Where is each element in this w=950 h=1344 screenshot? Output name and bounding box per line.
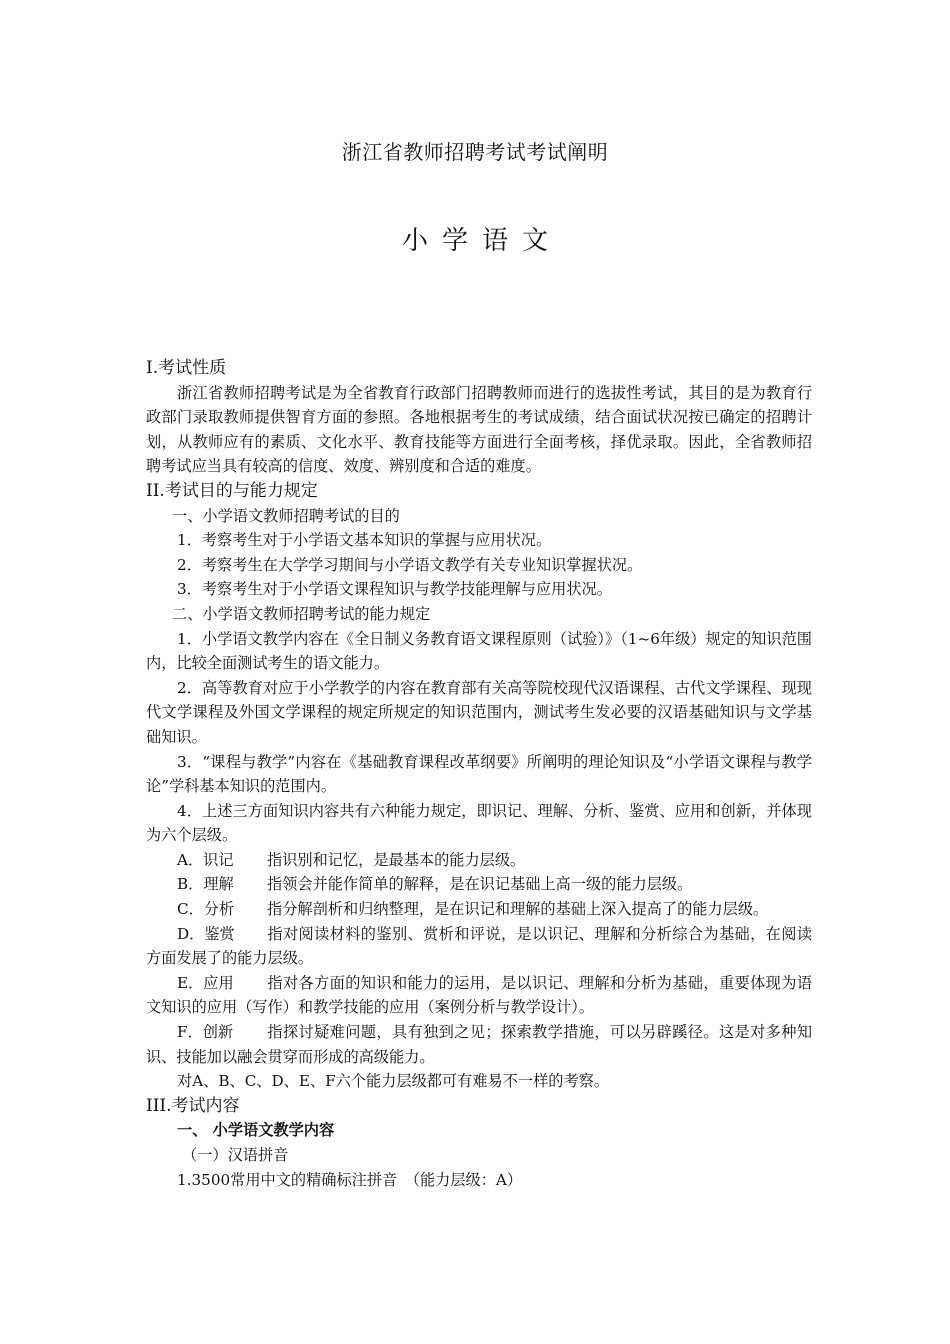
list-item-pinyin: 1.3500常用中文的精确标注拼音 （能力层级：A）: [177, 1170, 523, 1189]
subheading-pinyin: （一）汉语拼音: [182, 1146, 289, 1164]
ability-desc: 指对阅读材料的鉴别、赏析和评说，是以识记、理解和分析综合为基础，在阅读方面发展了的能力层级。: [146, 924, 812, 968]
subheading-aims: 一、小学语文教师招聘考试的目的: [172, 506, 400, 525]
document-subtitle: 小学语文: [401, 226, 562, 256]
paragraph-exam-nature: 浙江省教师招聘考试是为全省教育行政部门招聘教师而进行的选拔性考试，其目的是为教育行政部门录取教师提供智育方面的参照。各地根据考生的考试成绩，结合面试状况按已确定的招聘计划，从教师应有的素质、文化水平、教育技能等方面进行全面考核，择优录取。因此，全省教师招聘考试应当具有较高的信度、效度、辨别度和合适的难度。: [146, 383, 812, 476]
section-heading-3: III.考试内容: [146, 1095, 240, 1116]
ability-label: F．创新: [177, 1023, 234, 1042]
ability-level-b: [146, 872, 812, 897]
list-item-requirement: 2．高等教育对应于小学教学的内容在教育部有关高等院校现代汉语课程、古代文学课程、现现代文学课程及外国文学课程的规定所规定的知识范围内，测试考生发必要的汉语基础知识与文学基础知识。: [146, 678, 812, 746]
subheading-requirements: 二、小学语文教师招聘考试的能力规定: [172, 604, 431, 623]
paragraph-closing: 对A、B、C、D、E、F六个能力层级都可有难易不一样的考察。: [177, 1072, 610, 1091]
ability-label: B．理解: [177, 875, 234, 894]
list-item-aim: 1．考察考生对于小学语文基本知识的掌握与应用状况。: [177, 531, 552, 550]
ability-label: A．识记: [177, 850, 234, 869]
ability-label: D．鉴赏: [177, 924, 235, 943]
list-item-requirement: 1．小学语文教学内容在《全日制义务教育语文课程原则（试验）》（1~6年级）规定的知识范围内，比较全面测试考生的语文能力。: [146, 629, 812, 673]
ability-label: E．应用: [177, 973, 234, 992]
document-body: [146, 356, 812, 1192]
ability-desc: 指领会并能作简单的解释，是在识记基础上高一级的能力层级。: [267, 875, 693, 894]
ability-level-c: [146, 897, 812, 922]
ability-level-f: [146, 1020, 812, 1069]
list-item-aim: 2．考察考生在大学学习期间与小学语文教学有关专业知识掌握状况。: [177, 555, 643, 574]
list-item-requirement: 4．上述三方面知识内容共有六种能力规定，即识记、理解、分析、鉴赏、应用和创新，并体现为六个层级。: [146, 801, 812, 845]
document-title: 浙江省教师招聘考试考试阐明: [341, 140, 609, 164]
ability-desc: 指分解剖析和归纳整理，是在识记和理解的基础上深入提高了的能力层级。: [267, 900, 769, 919]
ability-level-d: [146, 922, 812, 971]
ability-level-a: [146, 848, 812, 873]
ability-desc: 指对各方面的知识和能力的运用，是以识记、理解和分析为基础，重要体现为语文知识的应用（写作）和教学技能的应用（案例分析与教学设计）。: [146, 973, 812, 1017]
ability-desc: 指探讨疑难问题，具有独到之见；探索教学措施，可以另辟蹊径。这是对多种知识、技能加以融会贯穿而形成的高级能力。: [146, 1023, 812, 1066]
ability-label: C．分析: [177, 900, 235, 919]
list-item-requirement: 3．“课程与教学”内容在《基础教育课程改革纲要》所阐明的理论知识及“小学语文课程与教学论”学科基本知识的范围内。: [146, 752, 812, 796]
ability-desc: 指识别和记忆，是最基本的能力层级。: [267, 850, 526, 869]
section-heading-1: I.考试性质: [146, 358, 227, 378]
section-heading-2: II.考试目的与能力规定: [146, 480, 318, 501]
list-item-aim: 3．考察考生对于小学语文课程知识与教学技能理解与应用状况。: [177, 580, 612, 599]
ability-level-e: [146, 971, 812, 1020]
subheading-teaching-content: 一、 小学语文教学内容: [177, 1121, 335, 1140]
